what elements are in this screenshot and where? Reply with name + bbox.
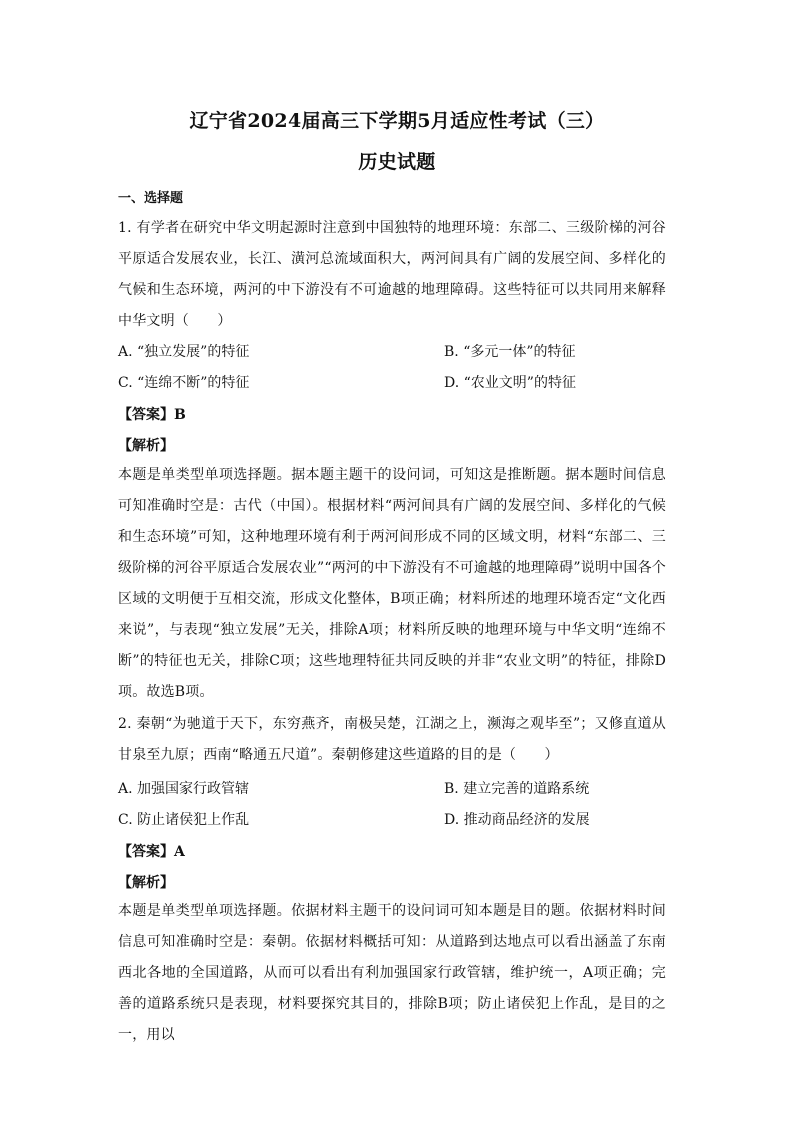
question-1-option-b: B. “多元一体”的特征 — [444, 344, 576, 360]
exam-title: 辽宁省2024届高三下学期5月适应性考试（三） — [189, 110, 605, 132]
question-2-analysis: 本题是单类型单项选择题。依据材料主题干的设问词可知本题是目的题。依据材料时间信息可知准确时空是：秦朝。依据材料概括可知：从道路到达地点可以看出涵盖了东南西北各地的全国道路，从而可以看出有利加强国家行政管辖，维护统一，A项正确；完善的道路系统只是表现，材料要探究其目的，排除B项；防止诸侯犯上作乱，是目的之一，用以 — [118, 903, 666, 1043]
question-1-stem: 1. 有学者在研究中华文明起源时注意到中国独特的地理环境：东部二、三级阶梯的河谷平原适合发展农业，长江、潢河总流域面积大，两河间具有广阔的发展空间、多样化的气候和生态环境，两河的中下游没有不可逾越的地理障碍。这些特征可以共同用来解释中华文明（ ） — [118, 220, 666, 329]
question-2-option-c: C. 防止诸侯犯上作乱 — [118, 812, 250, 828]
question-2-analysis-label: 【解析】 — [118, 875, 174, 891]
question-2-option-b: B. 建立完善的道路系统 — [444, 781, 590, 797]
question-1-option-a: A. “独立发展”的特征 — [118, 344, 250, 360]
question-1-analysis: 本题是单类型单项选择题。据本题主题干的设问词，可知这是推断题。据本题时间信息可知准确时空是：古代（中国）。根据材料“两河间具有广阔的发展空间、多样化的气候和生态环境”可知，这种地理环境有利于两河间形成不同的区域文明，材料“东部二、三级阶梯的河谷平原适合发展农业”“两河的中下游没有不可逾越的地理障碍”说明中国各个区域的文明便于互相交流，形成文化整体，B项正确；材料所述的地理环境否定“文化西来说”，与表现“独立发展”无关，排除A项；材料所反映的地理环境与中华文明“连绵不断”的特征也无关，排除C项；这些地理特征共同反映的并非“农业文明”的特征，排除D项。故选B项。 — [118, 467, 666, 700]
question-2-stem: 2. 秦朝“为驰道于天下，东穷燕齐，南极吴楚，江湖之上，濒海之观毕至”；又修直道从甘泉至九原；西南“略通五尺道”。秦朝修建这些道路的目的是（ ） — [118, 716, 666, 763]
question-2-option-d: D. 推动商品经济的发展 — [444, 812, 590, 828]
question-1-answer: 【答案】B — [118, 407, 186, 423]
section-heading: 一、选择题 — [118, 191, 184, 206]
exam-subtitle: 历史试题 — [358, 151, 436, 173]
question-1-option-c: C. “连绵不断”的特征 — [118, 375, 250, 391]
question-2-answer: 【答案】A — [118, 844, 185, 860]
question-1-option-d: D. “农业文明”的特征 — [444, 375, 576, 391]
question-2-option-a: A. 加强国家行政管辖 — [118, 781, 250, 797]
question-1-analysis-label: 【解析】 — [118, 438, 174, 454]
